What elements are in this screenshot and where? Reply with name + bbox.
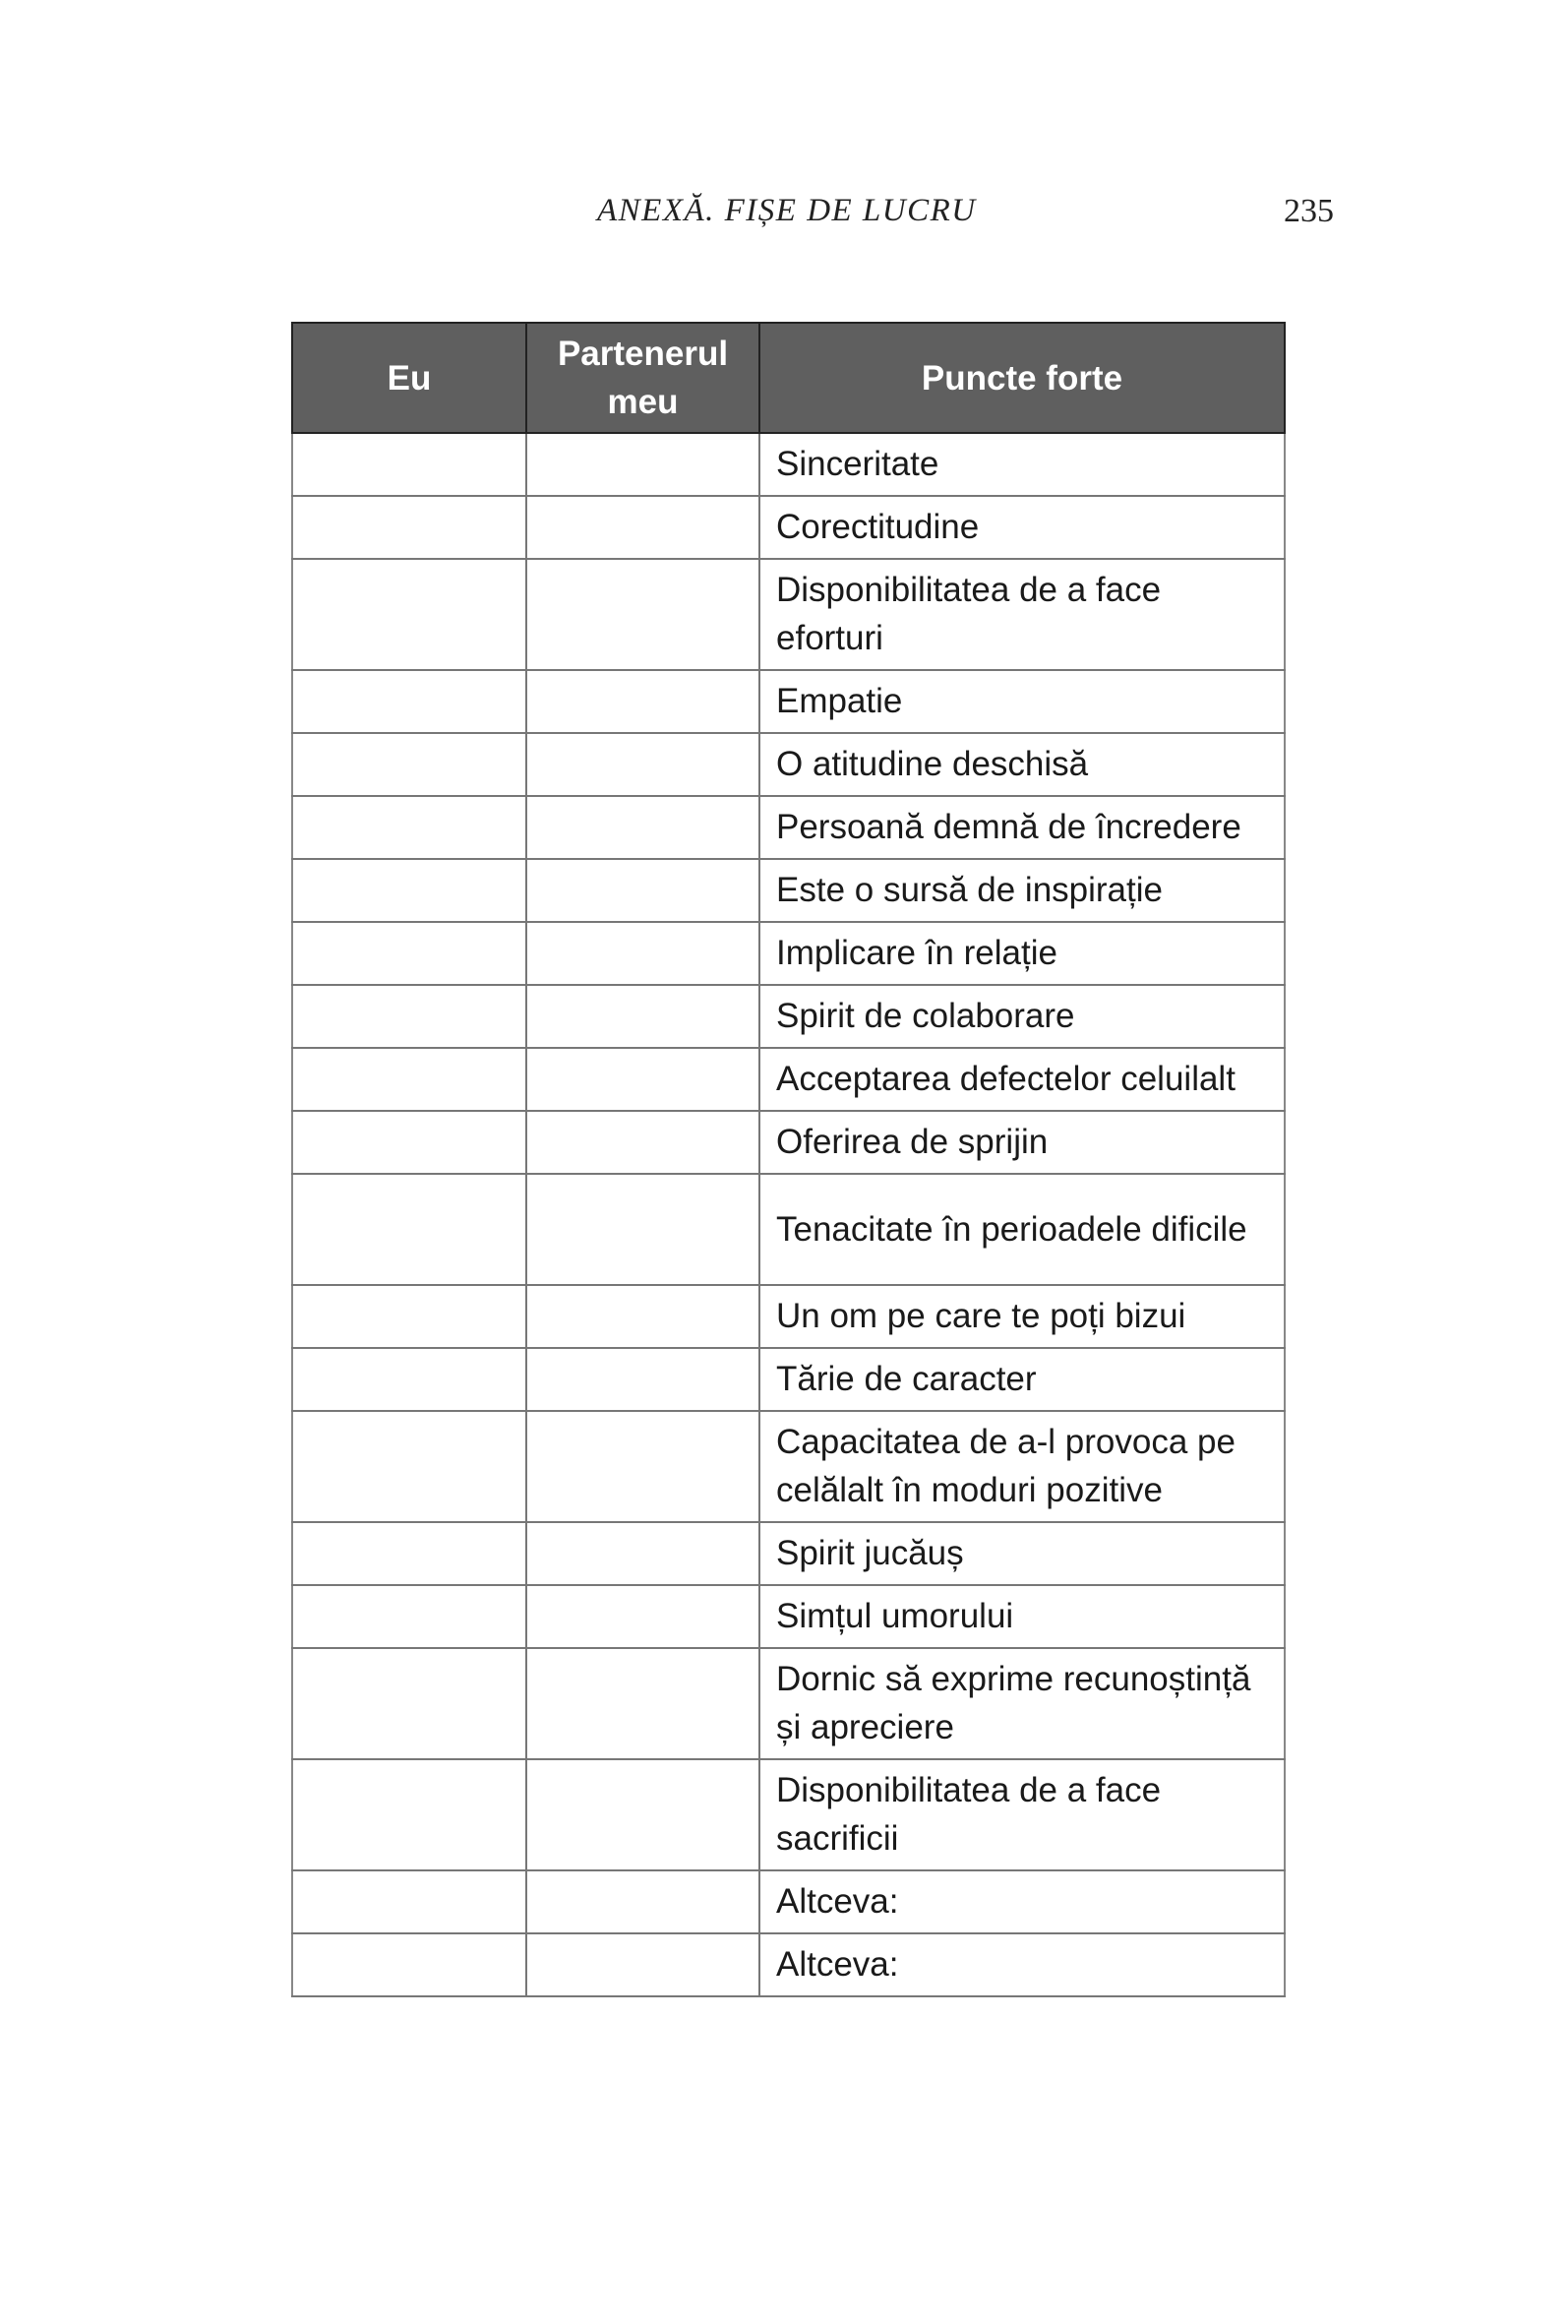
table-row [292,922,1285,985]
table-row [292,1111,1285,1174]
partner-check-cell[interactable] [526,1759,759,1870]
partner-check-cell[interactable] [526,1933,759,1996]
eu-check-cell[interactable] [292,985,526,1048]
partner-check-cell[interactable] [526,670,759,733]
eu-check-cell[interactable] [292,1174,526,1285]
partner-check-cell[interactable] [526,1648,759,1759]
eu-check-cell[interactable] [292,1759,526,1870]
partner-check-cell[interactable] [526,1111,759,1174]
eu-check-cell[interactable] [292,733,526,796]
table-row [292,670,1285,733]
page-number: 235 [1284,193,1334,229]
running-title: ANEXĂ. FIȘE DE LUCRU [597,193,977,228]
table-row [292,1759,1285,1870]
partner-check-cell[interactable] [526,859,759,922]
partner-check-cell[interactable] [526,985,759,1048]
table-row [292,1285,1285,1348]
strength-label: Sinceritate [759,433,1285,496]
partner-check-cell[interactable] [526,1411,759,1522]
eu-check-cell[interactable] [292,1870,526,1933]
strength-label: Persoană demnă de încredere [759,796,1285,859]
strength-label: Capacitatea de a-l provoca pe celălalt în moduri pozitive [759,1411,1285,1522]
partner-check-cell[interactable] [526,796,759,859]
strength-label: Acceptarea defectelor celuilalt [759,1048,1285,1111]
strength-label: Implicare în relație [759,922,1285,985]
strength-label: Simțul umorului [759,1585,1285,1648]
eu-check-cell[interactable] [292,559,526,670]
running-header [0,193,1568,232]
eu-check-cell[interactable] [292,1933,526,1996]
eu-check-cell[interactable] [292,433,526,496]
partner-check-cell[interactable] [526,1522,759,1585]
partner-check-cell[interactable] [526,496,759,559]
eu-check-cell[interactable] [292,1522,526,1585]
strength-label: Spirit jucăuș [759,1522,1285,1585]
table-row [292,796,1285,859]
eu-check-cell[interactable] [292,1585,526,1648]
partner-check-cell[interactable] [526,1285,759,1348]
strength-label: Tenacitate în perioadele dificile [759,1174,1285,1285]
table-row [292,496,1285,559]
eu-check-cell[interactable] [292,859,526,922]
table-row [292,1585,1285,1648]
partner-check-cell[interactable] [526,433,759,496]
strength-label: Corectitudine [759,496,1285,559]
strength-label: Este o sursă de inspirație [759,859,1285,922]
column-header-strengths: Puncte forte [759,323,1285,433]
partner-check-cell[interactable] [526,1870,759,1933]
strength-label: Oferirea de sprijin [759,1111,1285,1174]
table-row [292,1933,1285,1996]
table-row [292,1411,1285,1522]
partner-check-cell[interactable] [526,559,759,670]
partner-check-cell[interactable] [526,733,759,796]
strength-label: Spirit de colaborare [759,985,1285,1048]
partner-check-cell[interactable] [526,1174,759,1285]
partner-check-cell[interactable] [526,1048,759,1111]
table-row [292,433,1285,496]
table-row [292,1648,1285,1759]
table-row [292,1048,1285,1111]
strength-label: Un om pe care te poți bizui [759,1285,1285,1348]
eu-check-cell[interactable] [292,1111,526,1174]
column-header-eu: Eu [292,323,526,433]
table-row [292,1348,1285,1411]
strengths-table [291,322,1286,1997]
strength-label: Altceva: [759,1870,1285,1933]
table-row [292,1522,1285,1585]
strength-label: Disponibilitatea de a face sacrificii [759,1759,1285,1870]
eu-check-cell[interactable] [292,1411,526,1522]
table-row [292,559,1285,670]
table-row [292,1174,1285,1285]
partner-check-cell[interactable] [526,922,759,985]
strength-label: O atitudine deschisă [759,733,1285,796]
strength-label: Empatie [759,670,1285,733]
column-header-partner: Partenerul meu [526,323,759,433]
table-row [292,1870,1285,1933]
strength-label: Dornic să exprime recunoștință și apreciere [759,1648,1285,1759]
eu-check-cell[interactable] [292,1285,526,1348]
table-header-row [292,323,1285,433]
partner-check-cell[interactable] [526,1348,759,1411]
partner-check-cell[interactable] [526,1585,759,1648]
eu-check-cell[interactable] [292,496,526,559]
strength-label: Disponibilitatea de a face eforturi [759,559,1285,670]
eu-check-cell[interactable] [292,670,526,733]
eu-check-cell[interactable] [292,1648,526,1759]
table-row [292,859,1285,922]
strength-label: Tărie de caracter [759,1348,1285,1411]
strength-label: Altceva: [759,1933,1285,1996]
eu-check-cell[interactable] [292,922,526,985]
eu-check-cell[interactable] [292,1048,526,1111]
eu-check-cell[interactable] [292,796,526,859]
eu-check-cell[interactable] [292,1348,526,1411]
table-row [292,985,1285,1048]
table-row [292,733,1285,796]
